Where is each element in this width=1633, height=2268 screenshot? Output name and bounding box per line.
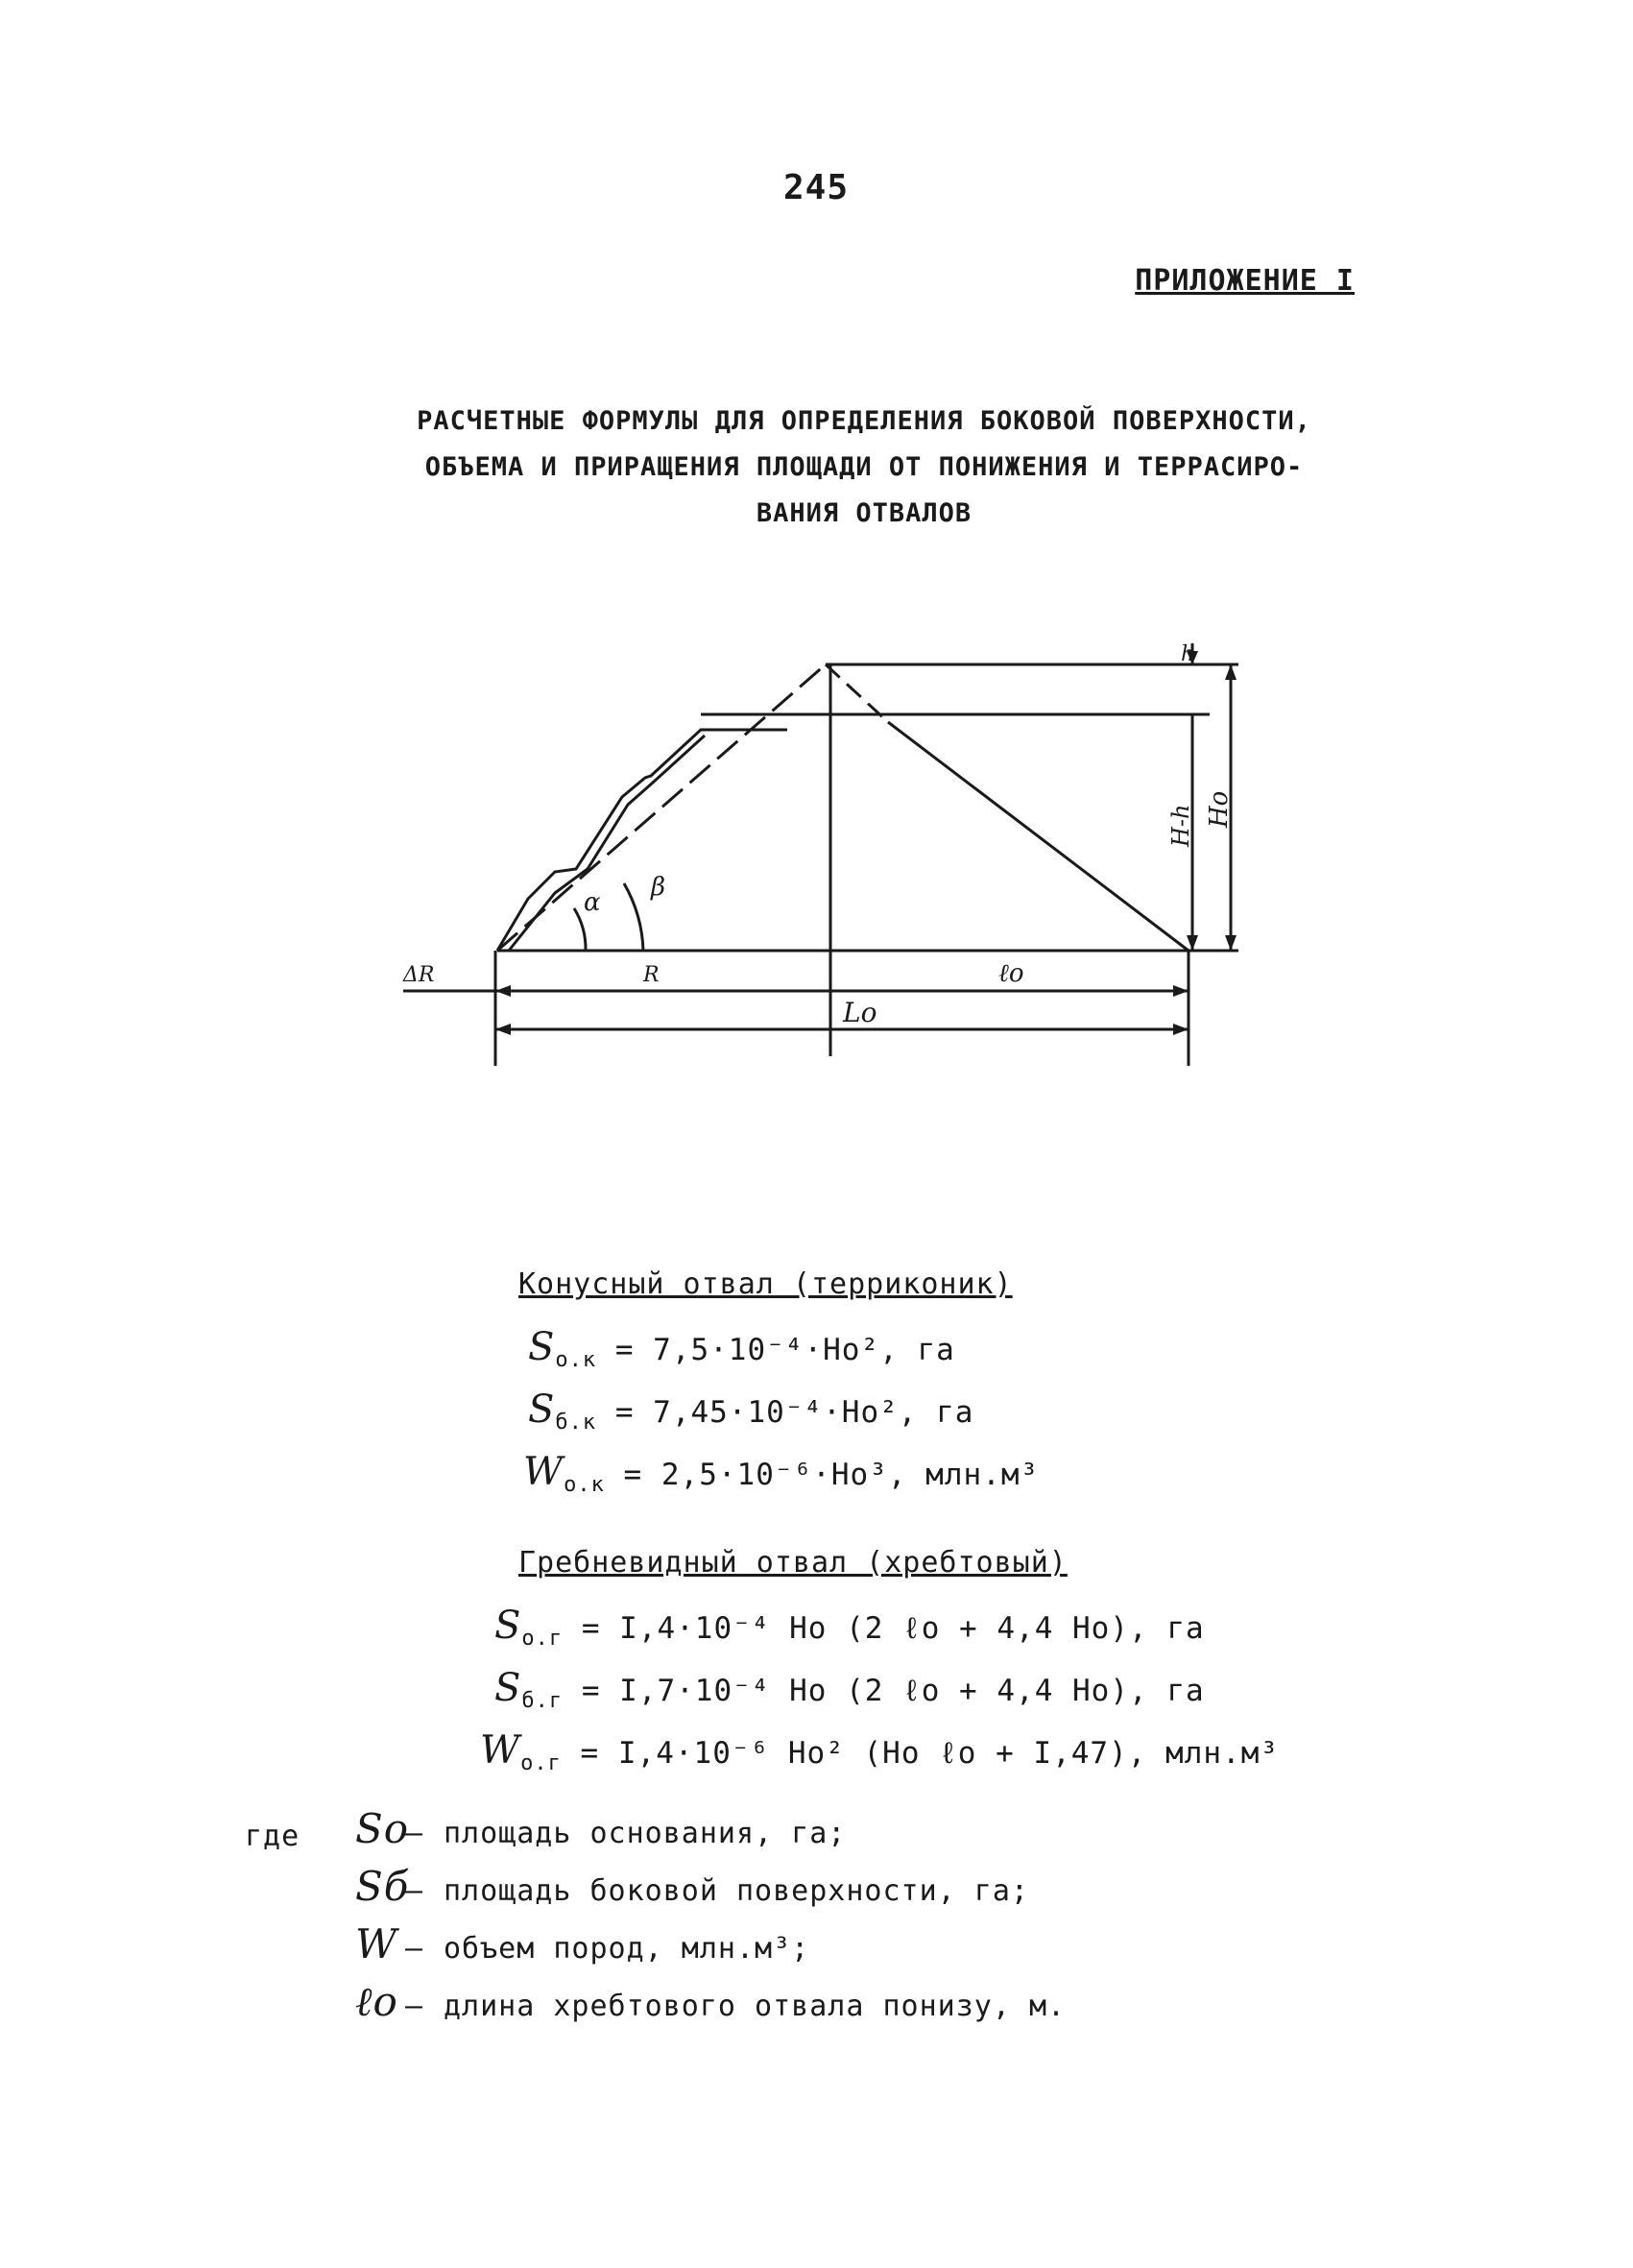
formula-s-br: [494, 1666, 1205, 1713]
legend-item: W – объем пород, млн.м³;: [355, 1920, 810, 1967]
formula-s-or: [494, 1604, 1205, 1651]
formula-subscript: б.к: [555, 1411, 597, 1436]
formula-symbol: W: [523, 1450, 564, 1494]
formula-s-bk: [528, 1387, 973, 1435]
page-number: 245: [782, 168, 850, 207]
legend-item: Sо– площадь основания, га;: [355, 1805, 847, 1852]
ridge-dump-heading: Гребневидный отвал (хребтовый): [518, 1546, 1068, 1580]
formula-symbol: S: [494, 1666, 522, 1710]
label-delta-r: ΔR: [403, 963, 435, 987]
formula-symbol: W: [480, 1728, 521, 1773]
formula-expression: = I,7·10⁻⁴ Hо (2 ℓо + 4,4 Hо), га: [581, 1674, 1205, 1708]
conical-dump-heading: Конусный отвал (терриконик): [518, 1267, 1013, 1301]
legend-text: площадь боковой поверхности, га;: [444, 1874, 1029, 1908]
formula-w-ok: [523, 1450, 1039, 1497]
arrow-h0-bottom: [1225, 935, 1237, 951]
page-title: [355, 398, 1373, 537]
formula-subscript: б.г: [521, 1689, 564, 1714]
legend-item: ℓо – длина хребтового отвала понизу, м.: [355, 1978, 1067, 2025]
label-beta: β: [651, 873, 666, 902]
title-line-2: ОБЪЕМА И ПРИРАЩЕНИЯ ПЛОЩАДИ ОТ ПОНИЖЕНИЯ И ТЕРРАСИРО-: [424, 452, 1304, 482]
legend-symbol: W: [355, 1920, 398, 1967]
formula-expression: = 2,5·10⁻⁶·Hо³, млн.м³: [623, 1458, 1040, 1492]
legend-text: объем пород, млн.м³;: [444, 1932, 810, 1966]
legend-text: длина хребтового отвала понизу, м.: [444, 1990, 1067, 2023]
arrow-hminus-bottom: [1187, 935, 1198, 951]
formula-symbol: S: [528, 1325, 556, 1369]
label-l-total: Lо: [843, 997, 877, 1028]
legend-symbol: Sб: [355, 1863, 410, 1910]
label-h-minus-h: H-h: [1167, 804, 1194, 847]
formula-subscript: о.к: [555, 1348, 597, 1373]
formula-s-ok: [528, 1325, 955, 1372]
terraced-slope-outline: [497, 730, 787, 951]
label-h: h: [1181, 642, 1195, 666]
arrow-r-left: [495, 985, 511, 997]
beta-arc: [624, 883, 643, 951]
formula-symbol: S: [528, 1387, 556, 1432]
legend-text: площадь основания, га;: [444, 1817, 847, 1850]
arrow-h0-top: [1225, 664, 1237, 680]
legend-item: Sб– площадь боковой поверхности, га;: [355, 1863, 1029, 1910]
legend-where: где: [245, 1820, 300, 1853]
label-l0: ℓо: [998, 959, 1024, 988]
formula-expression: = I,4·10⁻⁶ Hо² (Hо ℓо + I,47), млн.м³: [580, 1736, 1280, 1771]
label-alpha: α: [584, 888, 601, 917]
formula-w-or: [480, 1728, 1279, 1775]
formula-expression: = 7,5·10⁻⁴·Hо², га: [614, 1333, 955, 1367]
right-slope: [888, 722, 1189, 951]
formula-subscript: о.к: [564, 1473, 605, 1498]
arrow-ltotal-right: [1173, 1024, 1189, 1035]
title-line-3: ВАНИЯ ОТВАЛОВ: [756, 498, 973, 528]
label-r: R: [643, 963, 660, 987]
arrow-ltotal-left: [495, 1024, 511, 1035]
label-h0: Hо: [1205, 790, 1234, 828]
formula-subscript: о.г: [520, 1751, 562, 1776]
formula-symbol: S: [494, 1604, 522, 1648]
formula-expression: = I,4·10⁻⁴ Hо (2 ℓо + 4,4 Hо), га: [581, 1611, 1205, 1646]
dump-cross-section-diagram: [384, 605, 1306, 1085]
arrow-l0-right: [1173, 985, 1189, 997]
terrace-inner-lines: [509, 736, 705, 951]
formula-subscript: о.г: [521, 1627, 564, 1652]
title-line-1: РАСЧЕТНЫЕ ФОРМУЛЫ ДЛЯ ОПРЕДЕЛЕНИЯ БОКОВОЙ ПОВЕРХНОСТИ,: [417, 406, 1311, 436]
formula-expression: = 7,45·10⁻⁴·Hо², га: [614, 1395, 974, 1430]
legend-symbol: Sо: [355, 1805, 410, 1852]
original-slope-dashed: [497, 664, 826, 951]
legend-symbol: ℓо: [355, 1978, 398, 2025]
appendix-label: ПРИЛОЖЕНИЕ I: [1135, 264, 1355, 298]
